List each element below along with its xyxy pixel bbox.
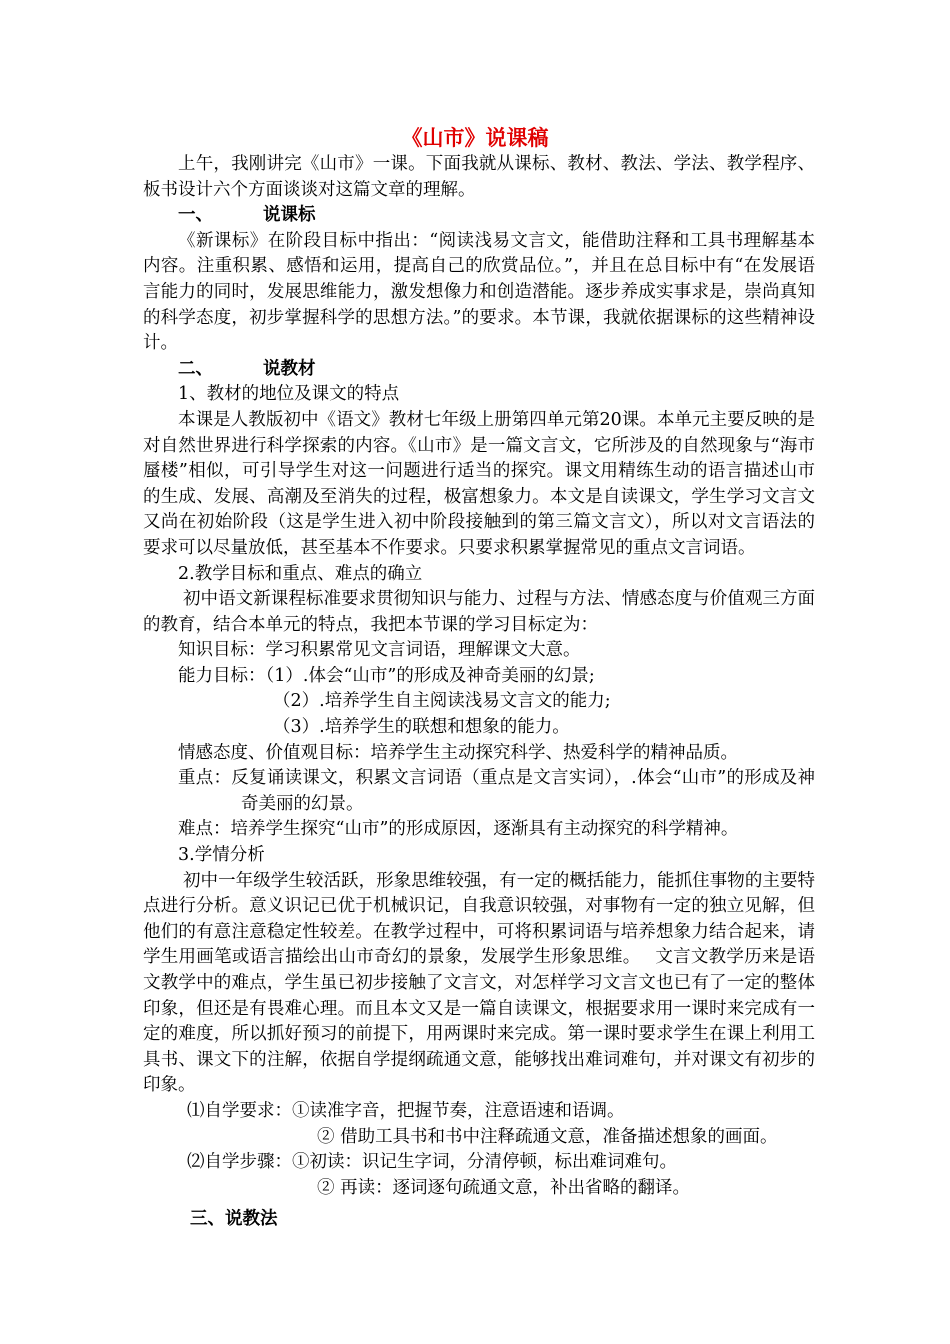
key-point: 重点：反复诵读课文，积累文言词语（重点是文言实词），.体会“山市”的形成及神奇美丽的幻景。 [178, 768, 815, 814]
goal-ability-3: （3）.培养学生的联想和想象的能力。 [273, 717, 570, 738]
self-study-requirement-1: ⑴自学要求：①读准字音，把握节奏，注意语速和语调。 [187, 1100, 625, 1121]
section-label: 说教材 [263, 358, 316, 379]
intro-paragraph: 上午，我刚讲完《山市》一课。下面我就从课标、教材、教法、学法、教学程序、板书设计六个方面谈谈对这篇文章的理解。 [143, 154, 815, 200]
textbook-paragraph: 本课是人教版初中《语文》教材七年级上册第四单元第20课。本单元主要反映的是对自然世界进行科学探索的内容。《山市》是一篇文言文，它所涉及的自然现象与“海市蜃楼”相似，可引导学生对这一问题进行适当的探究。课文用精练生动的语言描述山市的生成、发展、高潮及至消失的过程，极富想象力。本文是自读课文，学生学习文言文又尚在初始阶段（这是学生进入初中阶段接触到的第三篇文言文），所以对文言语法的要求可以尽量放低，甚至基本不作要求。只要求积累掌握常见的重点文言词语。 [143, 409, 815, 558]
student-analysis-paragraph: 初中一年级学生较活跃，形象思维较强，有一定的概括能力，能抓住事物的主要特点进行分析。意义识记已优于机械识记，自我意识较强，对事物有一定的独立见解，但他们的有意注意稳定性较差。在教学过程中，可将积累词语与培养想象力结合起来，请学生用画笔或语言描绘出山市奇幻的景象，发展学生形象思维。 文言文教学历来是语文教学中的难点，学生虽已初步接触了文言文，对怎样学习文言文也已有了一定的整体印象，但还是有畏难心理。而且本文又是一篇自读课文，根据要求用一课时来完成有一定的难度，所以抓好预习的前提下，用两课时来完成。第一课时要求学生在课上利用工具书、课文下的注解，依据自学提纲疏通文意，能够找出难词难句，并对课文有初步的印象。 [143, 870, 815, 1096]
self-study-requirement-2: ② 借助工具书和书中注释疏通文意，准备描述想象的画面。 [317, 1126, 778, 1147]
section-label: 说课标 [263, 205, 316, 226]
curriculum-paragraph: 《新课标》在阶段目标中指出：“阅读浅易文言文，能借助注释和工具书理解基本内容。注重积累、感悟和运用，提高自己的欣赏品位。”，并且在总目标中有“在发展语言能力的同时，发展思维能力，激发想像力和创造潜能。逐步养成实事求是，崇尚真知的科学态度，初步掌握科学的思想方法。”的要求。本节课，我就依据课标的这些精神设计。 [143, 230, 815, 354]
document-body [143, 152, 815, 1233]
self-study-step-1: ⑵自学步骤：①初读：识记生字词，分清停顿，标出难词难句。 [187, 1152, 677, 1173]
subheading-status: 1、教材的地位及课文的特点 [178, 384, 400, 405]
goal-knowledge: 知识目标：学习积累常见文言词语，理解课文大意。 [178, 640, 581, 661]
section-number: 一、 [178, 205, 213, 226]
goal-ability-2: （2）.培养学生自主阅读浅易文言文的能力; [273, 691, 611, 712]
objectives-paragraph: 初中语文新课程标准要求贯彻知识与能力、过程与方法、情感态度与价值观三方面的教育，结合本单元的特点，我把本节课的学习目标定为： [143, 589, 815, 635]
goal-emotion: 情感态度、价值观目标：培养学生主动探究科学、热爱科学的精神品质。 [178, 742, 738, 763]
self-study-step-2: ② 再读：逐词逐句疏通文意，补出省略的翻译。 [317, 1177, 691, 1198]
difficulty: 难点：培养学生探究“山市”的形成原因，逐渐具有主动探究的科学精神。 [178, 819, 739, 840]
goal-ability-1: 能力目标：（1）.体会“山市”的形成及神奇美丽的幻景; [178, 665, 595, 686]
subheading-student-analysis: 3.学情分析 [178, 845, 265, 866]
section-heading-teaching-method: 三、说教法 [190, 1209, 278, 1230]
document-title: 《山市》说课稿 [401, 125, 549, 150]
subheading-objectives: 2.教学目标和重点、难点的确立 [178, 563, 423, 584]
section-heading-textbook [143, 357, 815, 383]
section-heading-curriculum [143, 203, 815, 229]
section-number: 二、 [178, 358, 213, 379]
